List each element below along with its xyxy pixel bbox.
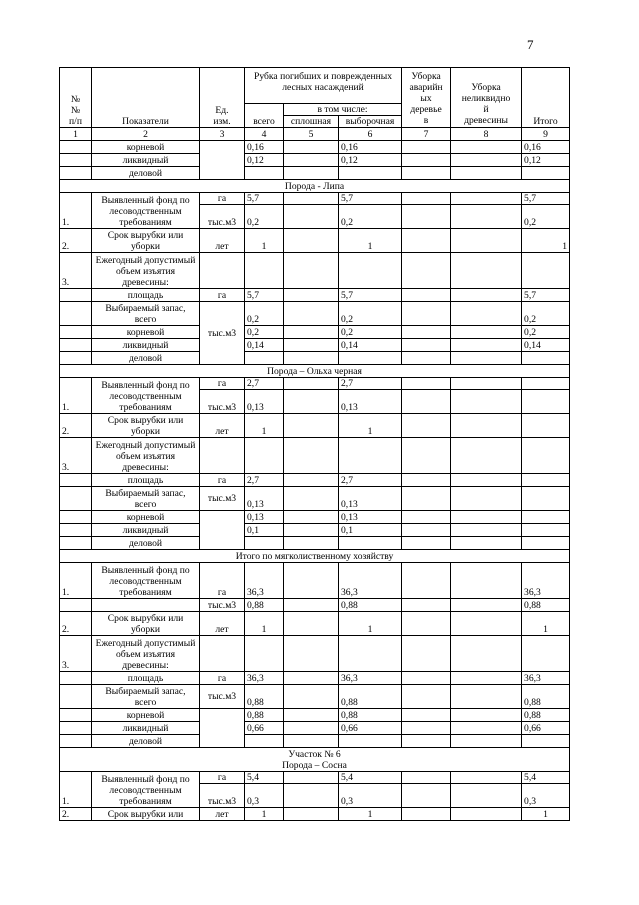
table-row xyxy=(60,722,570,735)
row-label: площадь xyxy=(92,289,200,302)
cell: 1 xyxy=(522,808,570,821)
cell: 0,16 xyxy=(245,141,284,154)
row-num: 2. xyxy=(60,612,92,636)
row-num: 3. xyxy=(60,253,92,289)
cell: 0,13 xyxy=(339,390,402,414)
cell: 0,88 xyxy=(522,685,570,709)
row-label: корневой xyxy=(92,326,200,339)
cell: 0,88 xyxy=(522,709,570,722)
cell: 0,13 xyxy=(245,511,284,524)
cell: 0,2 xyxy=(245,326,284,339)
cell: 0,2 xyxy=(522,302,570,326)
cell: 36,3 xyxy=(522,672,570,685)
table-row xyxy=(60,154,570,167)
header-selective: выборочная xyxy=(339,116,402,128)
header-clear: сплошная xyxy=(284,116,339,128)
cell: 0,2 xyxy=(522,326,570,339)
cell: 0,2 xyxy=(245,302,284,326)
header-unit: Ед. изм. xyxy=(200,68,245,128)
cell: 5,4 xyxy=(245,772,284,784)
cell: 0,88 xyxy=(245,685,284,709)
table-row xyxy=(60,326,570,339)
table-row xyxy=(60,772,570,784)
header-total-fell: всего xyxy=(245,104,284,128)
table-row xyxy=(60,636,570,672)
row-label: Срок вырубки или уборки xyxy=(92,612,200,636)
cell: 0,16 xyxy=(522,141,570,154)
row-num: 3. xyxy=(60,438,92,474)
cell: 0,66 xyxy=(522,722,570,735)
table-row xyxy=(60,378,570,390)
table-row xyxy=(60,229,570,253)
cell: 36,3 xyxy=(339,672,402,685)
row-label: Выявленный фонд по лесоводственным требованиям xyxy=(92,772,200,808)
cell: 0,16 xyxy=(339,141,402,154)
cell: 1 xyxy=(245,612,284,636)
cell: 5,7 xyxy=(339,193,402,205)
felling-table xyxy=(59,67,570,821)
unit-cell: тыс.м3 xyxy=(200,302,245,365)
table-row xyxy=(60,487,570,511)
row-label: Выявленный фонд по лесоводственным требованиям xyxy=(92,193,200,229)
cell: 36,3 xyxy=(245,563,284,599)
cell: 0,12 xyxy=(245,154,284,167)
row-label: площадь xyxy=(92,474,200,487)
table-row xyxy=(60,672,570,685)
header-incl: в том числе: xyxy=(284,104,402,116)
unit-cell: тыс.м3 xyxy=(200,390,245,414)
cell: 0,88 xyxy=(245,709,284,722)
row-label: Ежегодный допустимый объем изъятия древесины: xyxy=(92,636,200,672)
row-label: Выбираемый запас, всего xyxy=(92,302,200,326)
cell: 36,3 xyxy=(339,563,402,599)
cell: 0,88 xyxy=(245,599,284,612)
table-row xyxy=(60,414,570,438)
unit-cell: лет xyxy=(200,414,245,438)
cell: 1 xyxy=(339,229,402,253)
header-indicator: Показатели xyxy=(92,68,200,128)
cell: 0,88 xyxy=(522,599,570,612)
cell: 0,12 xyxy=(339,154,402,167)
cell: 0,1 xyxy=(339,524,402,537)
cell: 0,88 xyxy=(339,709,402,722)
cell: 1 xyxy=(245,414,284,438)
table-row xyxy=(60,438,570,474)
cell: 0,3 xyxy=(522,784,570,808)
col-num: 3 xyxy=(200,128,245,141)
unit-cell: га xyxy=(200,672,245,685)
table-row xyxy=(60,141,570,154)
unit-cell: га xyxy=(200,474,245,487)
table-row xyxy=(60,612,570,636)
cell: 1 xyxy=(339,612,402,636)
cell: 0,13 xyxy=(339,511,402,524)
table-row xyxy=(60,167,570,180)
cell: 5,7 xyxy=(522,289,570,302)
section-title-lipa: Порода - Липа xyxy=(60,180,570,193)
row-label: Срок вырубки или уборки xyxy=(92,229,200,253)
cell: 0,2 xyxy=(339,205,402,229)
cell: 1 xyxy=(522,612,570,636)
cell: 2,7 xyxy=(245,378,284,390)
table-row xyxy=(60,302,570,326)
unit-cell: га xyxy=(200,193,245,205)
cell: 2,7 xyxy=(339,378,402,390)
species-title: Порода – Сосна xyxy=(282,759,347,771)
row-label: корневой xyxy=(92,511,200,524)
row-label: Выявленный фонд по лесоводственным требованиям xyxy=(92,563,200,599)
col-num: 4 xyxy=(245,128,284,141)
table-row xyxy=(60,537,570,550)
unit-cell: га xyxy=(200,772,245,784)
row-num: 2. xyxy=(60,414,92,438)
table-row xyxy=(60,352,570,365)
row-label: деловой xyxy=(92,735,200,748)
unit-cell: тыс.м3 xyxy=(200,599,245,612)
unit-cell: тыс.м3 xyxy=(200,487,245,511)
cell: 0,12 xyxy=(522,154,570,167)
unit-cell: тыс.м3 xyxy=(200,784,245,808)
cell: 1 xyxy=(522,229,570,253)
cell: 0,2 xyxy=(245,205,284,229)
column-numbers-row xyxy=(60,128,570,141)
header-num: № № п/п xyxy=(60,68,92,128)
cell: 0,2 xyxy=(339,302,402,326)
cell: 0,66 xyxy=(245,722,284,735)
header-illiquid: Уборка неликвидно й древесины xyxy=(451,68,522,128)
section-title-soft-total: Итого по мягколиственному хозяйству xyxy=(60,550,570,563)
unit-cell: лет xyxy=(200,229,245,253)
row-label: ликвидный xyxy=(92,154,200,167)
section-title-olkha: Порода – Ольха черная xyxy=(60,365,570,378)
table-row: 1. Выявленный фонд по лесоводственным требованиям га 5,7 5,7 5,7 xyxy=(60,193,570,205)
table-row xyxy=(60,808,570,821)
cell: 1 xyxy=(245,229,284,253)
unit-cell: га xyxy=(200,563,245,599)
unit-cell: тыс.м3 xyxy=(200,685,245,709)
col-num: 1 xyxy=(60,128,92,141)
cell: 36,3 xyxy=(245,672,284,685)
cell: 5,4 xyxy=(522,772,570,784)
cell: 2,7 xyxy=(339,474,402,487)
table-row xyxy=(60,524,570,537)
cell: 5,4 xyxy=(339,772,402,784)
cell: 0,88 xyxy=(339,685,402,709)
cell: 1 xyxy=(339,808,402,821)
col-num: 5 xyxy=(284,128,339,141)
cell: 0,3 xyxy=(339,784,402,808)
cell: 0,14 xyxy=(245,339,284,352)
cell: 0,88 xyxy=(339,599,402,612)
row-label: деловой xyxy=(92,167,200,180)
table-row xyxy=(60,289,570,302)
table-row xyxy=(60,685,570,709)
row-label: ликвидный xyxy=(92,339,200,352)
row-label: корневой xyxy=(92,141,200,154)
plot-title: Участок № 6 xyxy=(288,748,341,760)
table-row xyxy=(60,339,570,352)
row-label: Ежегодный допустимый объем изъятия древесины: xyxy=(92,253,200,289)
cell: 36,3 xyxy=(522,563,570,599)
row-label: площадь xyxy=(92,672,200,685)
unit-cell: лет xyxy=(200,612,245,636)
section-title-plot6 xyxy=(60,748,570,772)
row-label: деловой xyxy=(92,537,200,550)
unit-cell: га xyxy=(200,289,245,302)
col-num: 9 xyxy=(522,128,570,141)
table-row xyxy=(60,599,570,612)
cell: 5,7 xyxy=(522,193,570,205)
table-row xyxy=(60,474,570,487)
unit-cell: га xyxy=(200,378,245,390)
cell: 0,13 xyxy=(245,390,284,414)
row-num: 1. xyxy=(60,772,92,808)
cell: 1 xyxy=(245,808,284,821)
cell: 0,14 xyxy=(339,339,402,352)
cell: 0,1 xyxy=(245,524,284,537)
cell: 5,7 xyxy=(245,193,284,205)
row-label: Срок вырубки или xyxy=(92,808,200,821)
row-num: 2. xyxy=(60,808,92,821)
unit-cell: тыс.м3 xyxy=(200,205,245,229)
table-row xyxy=(60,511,570,524)
row-num: 1. xyxy=(60,378,92,414)
col-num: 8 xyxy=(451,128,522,141)
cell: 0,2 xyxy=(339,326,402,339)
row-label: Ежегодный допустимый объем изъятия древесины: xyxy=(92,438,200,474)
table-row xyxy=(60,253,570,289)
header-felling: Рубка погибших и поврежденных лесных насаждений xyxy=(245,68,402,104)
page-number: 7 xyxy=(527,37,534,52)
cell: 5,7 xyxy=(339,289,402,302)
row-label: ликвидный xyxy=(92,524,200,537)
row-label: Выявленный фонд по лесоводственным требованиям xyxy=(92,378,200,414)
cell: 1 xyxy=(339,414,402,438)
header-total: Итого xyxy=(522,68,570,128)
row-label: Срок вырубки или уборки xyxy=(92,414,200,438)
cell: 0,13 xyxy=(339,487,402,511)
col-num: 2 xyxy=(92,128,200,141)
cell: 0,66 xyxy=(339,722,402,735)
header-emergency: Уборка аварийн ых деревье в xyxy=(402,68,451,128)
col-num: 6 xyxy=(339,128,402,141)
row-num: 1. xyxy=(60,563,92,599)
row-label: Выбираемый запас, всего xyxy=(92,685,200,709)
cell: 0,13 xyxy=(245,487,284,511)
col-num: 7 xyxy=(402,128,451,141)
table-row xyxy=(60,709,570,722)
row-label: ликвидный xyxy=(92,722,200,735)
table-row xyxy=(60,563,570,599)
row-num: 2. xyxy=(60,229,92,253)
table-row xyxy=(60,735,570,748)
cell: 0,14 xyxy=(522,339,570,352)
cell: 5,7 xyxy=(245,289,284,302)
cell: 0,3 xyxy=(245,784,284,808)
unit-cell: лет xyxy=(200,808,245,821)
cell: 2,7 xyxy=(245,474,284,487)
row-label: Выбираемый запас, всего xyxy=(92,487,200,511)
row-num: 3. xyxy=(60,636,92,672)
row-label: деловой xyxy=(92,352,200,365)
row-label: корневой xyxy=(92,709,200,722)
cell: 0,2 xyxy=(522,205,570,229)
